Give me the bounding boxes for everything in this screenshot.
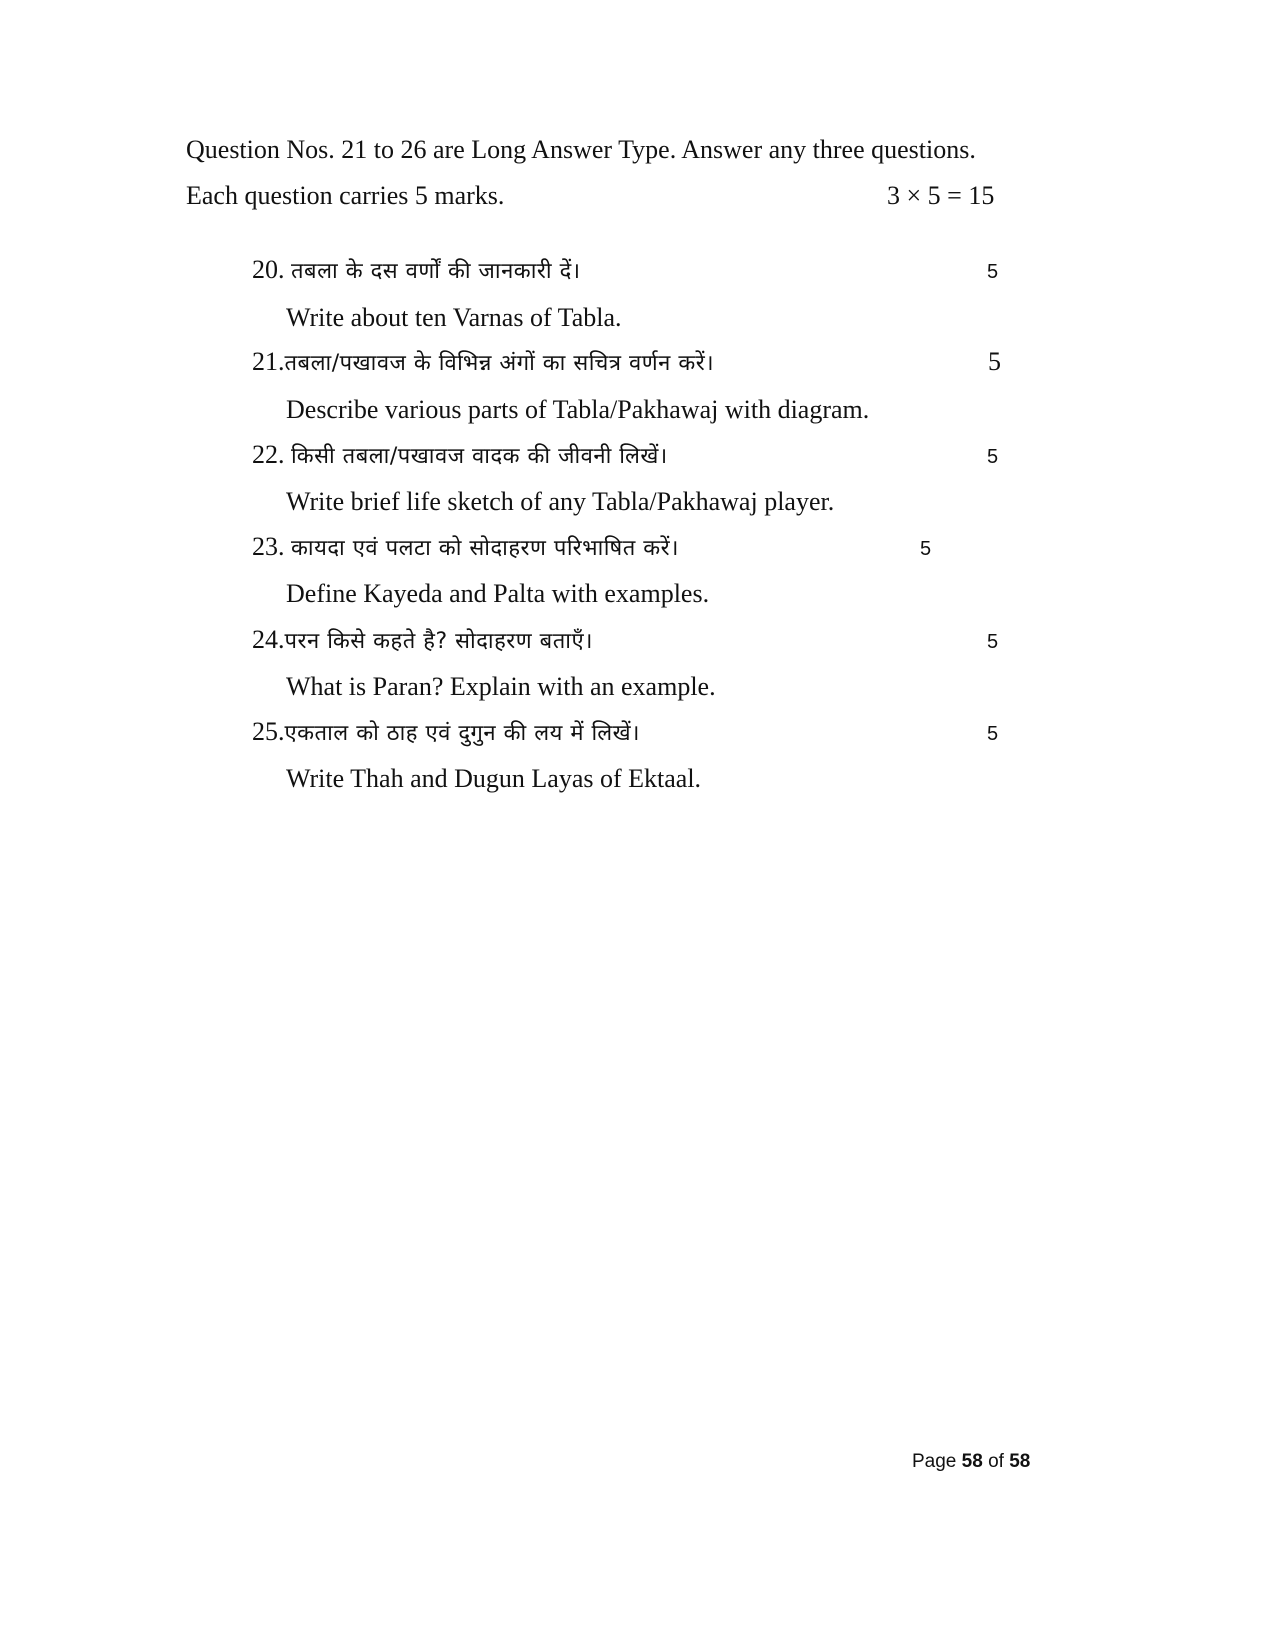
question-22: [252, 439, 668, 473]
question-marks: 5: [987, 631, 999, 653]
question-marks: 5: [988, 347, 1001, 376]
question-23: [252, 531, 679, 565]
current-page: 58: [961, 1451, 983, 1472]
question-hindi-text: तबला/पखावज के विभिन्न अंगों का सचित्र वर्णन करें।: [284, 351, 715, 376]
question-marks: 5: [987, 446, 999, 468]
question-24: [252, 624, 593, 658]
question-25: [252, 716, 640, 750]
question-english-text: What is Paran? Explain with an example.: [286, 672, 716, 701]
question-number: 20.: [252, 255, 285, 284]
question-21: [252, 346, 714, 380]
question-hindi-text: एकताल को ठाह एवं दुगुन की लय में लिखें।: [284, 721, 640, 746]
question-english-text: Write about ten Varnas of Tabla.: [286, 303, 622, 332]
page-of-label: of: [988, 1451, 1004, 1472]
total-marks: 3 × 5 = 15: [887, 181, 995, 210]
question-number: 23.: [252, 532, 285, 561]
question-number: 21.: [252, 347, 285, 376]
question-marks: 5: [987, 723, 999, 745]
page-label: Page: [912, 1451, 957, 1472]
question-hindi-text: तबला के दस वर्णों की जानकारी दें।: [291, 259, 581, 284]
question-hindi-text: कायदा एवं पलटा को सोदाहरण परिभाषित करें।: [291, 536, 679, 561]
question-english-text: Write brief life sketch of any Tabla/Pakhawaj player.: [286, 487, 835, 516]
question-20: [252, 254, 581, 288]
question-number: 22.: [252, 440, 285, 469]
question-english-text: Write Thah and Dugun Layas of Ektaal.: [286, 764, 702, 793]
question-english-text: Describe various parts of Tabla/Pakhawaj with diagram.: [286, 395, 870, 424]
instructions-line-2: Each question carries 5 marks.: [186, 181, 505, 210]
question-hindi-text: किसी तबला/पखावज वादक की जीवनी लिखें।: [291, 444, 668, 469]
question-english-text: Define Kayeda and Palta with examples.: [286, 579, 710, 608]
question-marks: 5: [987, 261, 999, 283]
question-number: 25.: [252, 717, 285, 746]
page-number: [912, 1450, 1030, 1474]
question-number: 24.: [252, 625, 285, 654]
instructions-line-1: Question Nos. 21 to 26 are Long Answer Type. Answer any three questions.: [186, 135, 976, 164]
total-pages: 58: [1009, 1451, 1031, 1472]
question-marks: 5: [920, 538, 932, 560]
question-hindi-text: परन किसे कहते है? सोदाहरण बताएँ।: [284, 629, 593, 654]
